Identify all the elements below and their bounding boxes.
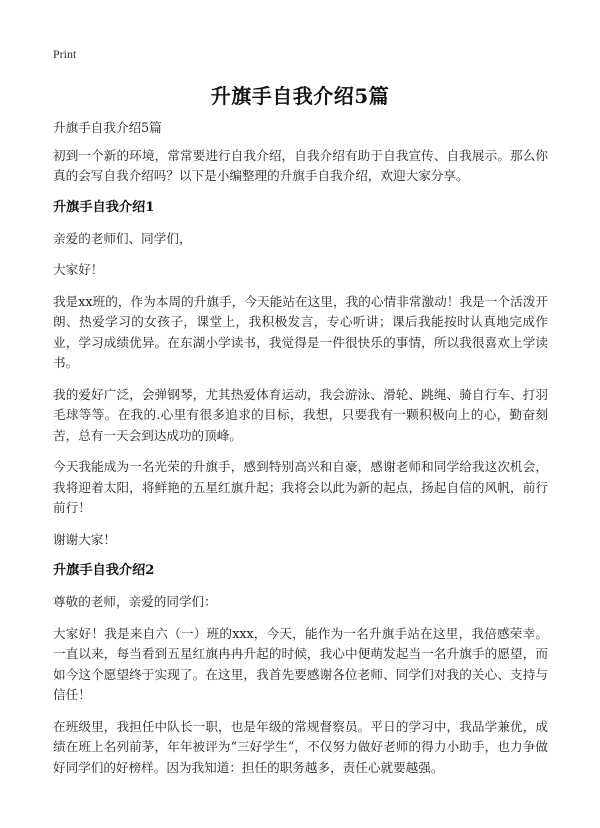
document-body <box>53 118 548 789</box>
section1-hello: 大家好！ <box>53 262 104 277</box>
section2-heading: 升旗手自我介绍2 <box>53 563 155 578</box>
print-link[interactable]: Print <box>53 47 77 61</box>
document-title: 升旗手自我介绍5篇 <box>210 84 390 108</box>
document-subtitle: 升旗手自我介绍5篇 <box>53 120 162 135</box>
section1-paragraph-1: 我是xx班的，作为本周的升旗手，今天能站在这里，我的心情非常激动！我是一个活泼开朗、热爱学习的女孩子，课堂上，我积极发言，专心听讲；课后我能按时认真地完成作业，学习成绩优异。在东湖小学读书，我觉得是一件很快乐的事情，所以我很喜欢上学读书。 <box>53 293 548 370</box>
section1-greeting: 亲爱的老师们、同学们， <box>53 230 192 246</box>
section1-paragraph-2: 我的爱好广泛，会弹钢琴，尤其热爱体育运动，我会游泳、滑轮、跳绳、骑自行车、打羽毛球等等。在我的.心里有很多追求的目标，我想，只要我有一颗积极向上的心，勤奋刻苦，总有一天会到达成功的顶峰。 <box>53 386 548 443</box>
section2-paragraph-2: 在班级里，我担任中队长一职，也是年级的常规督察员。平日的学习中，我品学兼优，成绩在班上名列前茅，年年被评为“三好学生”，不仅努力做好老师的得力小助手，也力争做好同学们的好榜样。因为我知道：担任的职务越多，责任心就要越强。 <box>53 718 548 775</box>
intro-paragraph: 初到一个新的环境，常常要进行自我介绍，自我介绍有助于自我宣传、自我展示。那么你真的会写自我介绍吗？以下是小编整理的升旗手自我介绍，欢迎大家分享。 <box>53 147 548 183</box>
section2-greeting: 尊敬的老师，亲爱的同学们： <box>53 594 217 609</box>
section2-paragraph-1: 大家好！我是来自六（一）班的xxx，今天，能作为一名升旗手站在这里，我倍感荣幸。一直以来，每当看到五星红旗冉冉升起的时候，我心中便萌发起当一名升旗手的愿望，而如今这个愿望终于实现了。在这里，我首先要感谢各位老师、同学们对我的关心、支持与信任！ <box>53 625 548 702</box>
section1-heading: 升旗手自我介绍1 <box>53 199 155 215</box>
section1-thanks: 谢谢大家！ <box>53 531 116 547</box>
section1-paragraph-3: 今天我能成为一名光荣的升旗手，感到特别高兴和自豪，感谢老师和同学给我这次机会，我将迎着太阳，将鲜艳的五星红旗升起；我将会以此为新的起点，扬起自信的风帆，前行前行！ <box>53 459 548 515</box>
